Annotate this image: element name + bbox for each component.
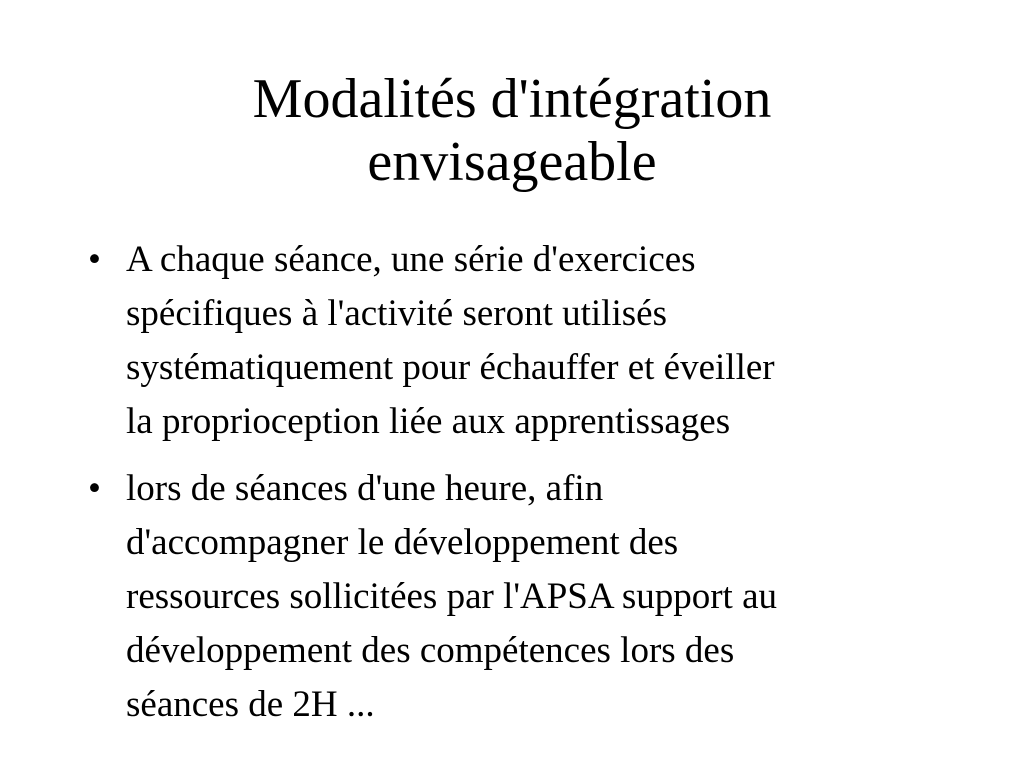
slide-title (0, 68, 1024, 194)
bullet-1-line-3: systématiquement pour échauffer et éveiller (126, 347, 775, 388)
bullet-2-line-5: séances de 2H ... (126, 684, 375, 725)
bullet-item-1 (84, 233, 964, 449)
slide-title-line-2: envisageable (367, 131, 657, 193)
bullet-2-line-3: ressources sollicitées par l'APSA support au (126, 576, 777, 617)
bullet-1-line-1: A chaque séance, une série d'exercices (126, 239, 696, 280)
bullet-1-line-2: spécifiques à l'activité seront utilisés (126, 293, 667, 334)
bullet-1-line-4: la proprioception liée aux apprentissages (126, 401, 731, 442)
bullet-text-2 (126, 462, 964, 732)
bullet-dot-icon: • (88, 468, 101, 509)
slide-title-line-1: Modalités d'intégration (252, 68, 772, 130)
bullet-2-line-2: d'accompagner le développement des (126, 522, 679, 563)
bullet-item-2 (84, 462, 964, 732)
bullet-2-line-1: lors de séances d'une heure, afin (126, 468, 604, 509)
bullet-list (84, 233, 964, 745)
bullet-2-line-4: développement des compétences lors des (126, 630, 735, 671)
bullet-text-1 (126, 233, 964, 449)
bullet-dot-icon: • (88, 239, 101, 280)
